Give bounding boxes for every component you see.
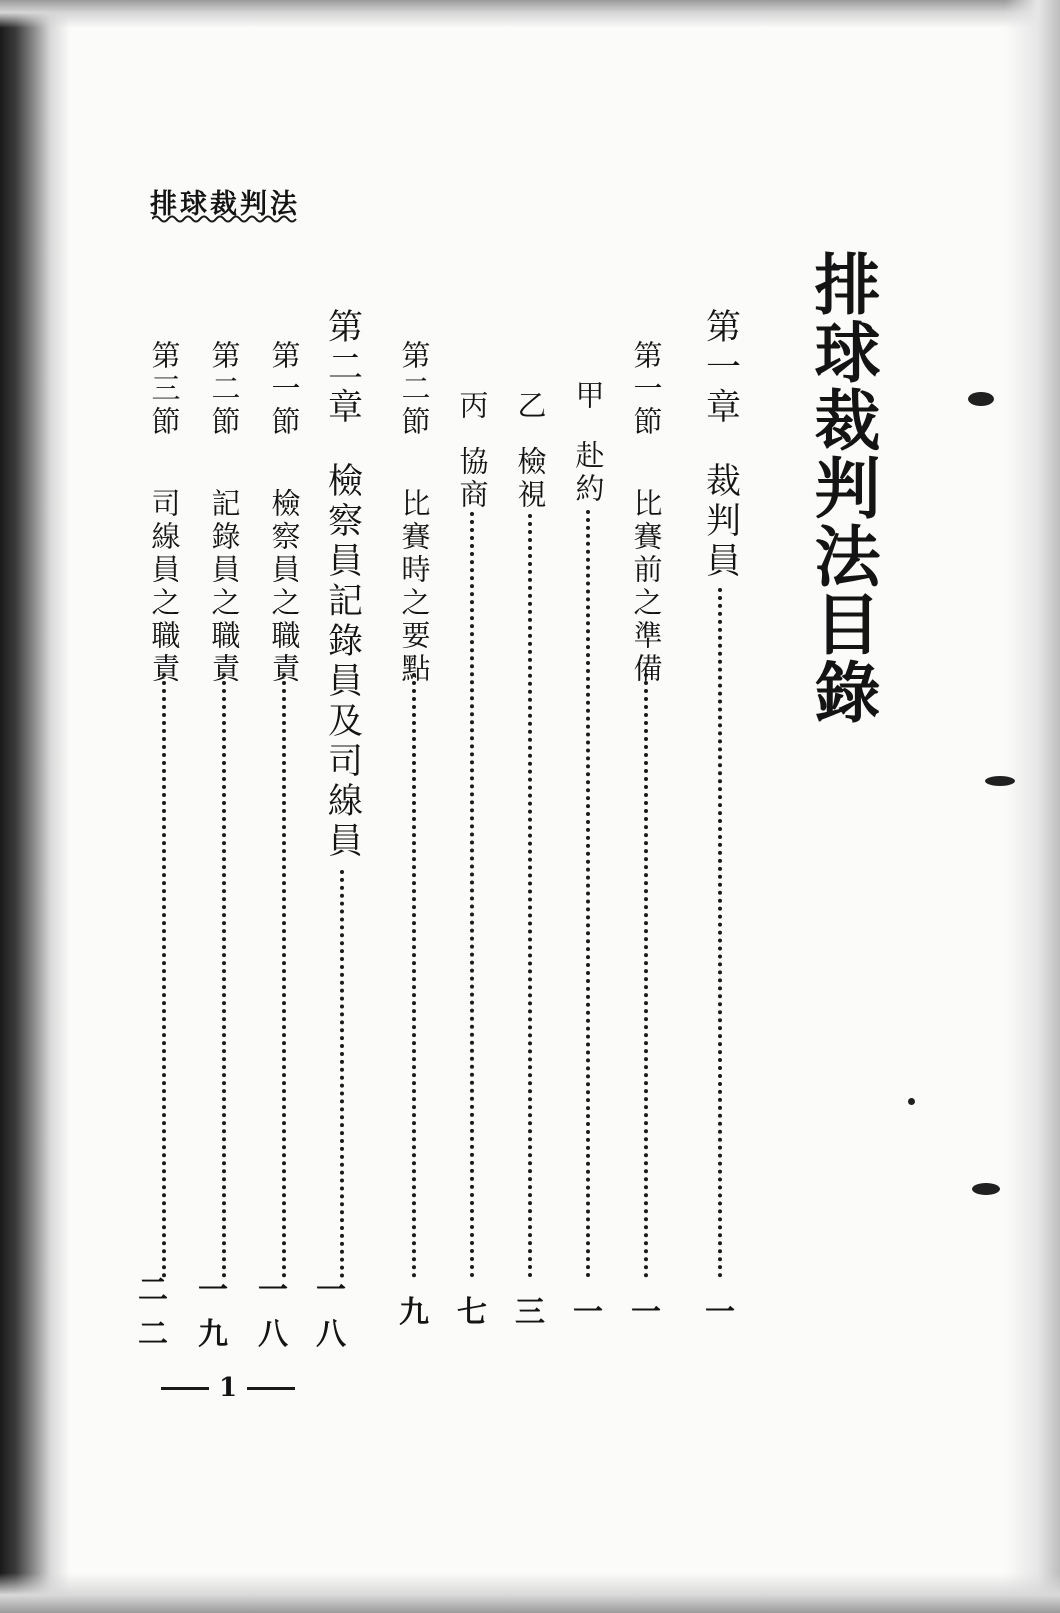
toc-entry[interactable] — [316, 308, 364, 1352]
toc-entry-number: 第一章 — [700, 308, 741, 428]
toc-entry-page: 三 — [515, 1295, 545, 1330]
toc-leader-dots — [718, 588, 722, 1278]
toc-leader-dots — [222, 673, 226, 1278]
toc-entry[interactable] — [624, 340, 668, 1340]
toc-entry-page: 一 — [573, 1295, 603, 1330]
toc-leader-dots — [282, 673, 286, 1278]
toc-leader-dots — [412, 673, 416, 1278]
toc-entry-label: 比賽時之要點 — [397, 488, 432, 686]
toc-entry-number: 第一節 — [629, 340, 664, 439]
page-folio — [148, 1368, 308, 1408]
toc-entry[interactable] — [138, 340, 186, 1352]
toc-entry-label: 赴約 — [571, 440, 606, 506]
toc-entry-number: 乙 — [513, 390, 548, 423]
toc-entry[interactable] — [450, 340, 494, 1340]
scan-shadow-right — [1005, 0, 1060, 1613]
toc-leader-dots — [586, 510, 590, 1278]
toc-entry[interactable] — [698, 308, 742, 1340]
running-head: 排球裁判法 — [150, 189, 300, 220]
scan-shadow-top — [0, 0, 1060, 28]
toc-entry-page: 一八 — [316, 1273, 346, 1352]
toc-entry-number: 第二章 — [322, 308, 363, 428]
toc-entry-label: 裁判員 — [700, 462, 741, 582]
toc-entry-label: 記錄員之職責 — [207, 488, 242, 686]
toc-entry-page: 二二 — [138, 1273, 168, 1352]
toc-title: 排球裁判法目錄 — [803, 250, 880, 726]
toc-entry-number: 第二節 — [397, 340, 432, 439]
toc-leader-dots — [644, 673, 648, 1278]
folio-number: 1 — [218, 1373, 238, 1403]
ink-smudge — [968, 392, 994, 406]
toc-leader-dots — [528, 514, 532, 1278]
toc-entry-label: 檢察員記錄員及司線員 — [322, 462, 363, 862]
toc-entry-label: 協商 — [455, 446, 490, 512]
toc-entry-label: 司線員之職責 — [147, 488, 182, 686]
toc-entry-number: 甲 — [571, 380, 606, 413]
toc-leader-dots — [340, 870, 344, 1278]
toc-entry-page: 一 — [631, 1295, 661, 1330]
running-head-wavy-rule — [152, 214, 298, 224]
toc-entry-number: 第一節 — [267, 340, 302, 439]
toc-entry[interactable] — [258, 340, 306, 1352]
scan-shadow-bottom — [0, 1573, 1060, 1613]
toc-entry-number: 第三節 — [147, 340, 182, 439]
toc-entry-page: 一九 — [198, 1273, 228, 1352]
toc-entry-label: 檢察員之職責 — [267, 488, 302, 686]
toc-entry-label: 比賽前之準備 — [629, 488, 664, 686]
toc-entry[interactable] — [508, 340, 552, 1340]
toc-entry[interactable] — [198, 340, 246, 1352]
toc-leader-dots — [470, 512, 474, 1278]
toc-entry-number: 第二節 — [207, 340, 242, 439]
toc-entry-page: 九 — [399, 1295, 429, 1330]
ink-smudge — [908, 1098, 915, 1105]
toc-entry[interactable] — [392, 340, 436, 1340]
toc-entry-page: 一 — [705, 1295, 735, 1330]
scan-shadow-left — [0, 0, 70, 1613]
toc-entry-label: 檢視 — [513, 446, 548, 512]
toc-leader-dots — [162, 673, 166, 1278]
toc-entry-page: 七 — [457, 1295, 487, 1330]
folio-rule-right — [247, 1387, 295, 1390]
ink-smudge — [972, 1183, 1000, 1195]
toc-entry-page: 一八 — [258, 1273, 288, 1352]
toc-entry-number: 丙 — [455, 390, 490, 423]
folio-rule-left — [161, 1387, 209, 1390]
toc-entry[interactable] — [566, 340, 610, 1340]
ink-smudge — [985, 776, 1015, 786]
